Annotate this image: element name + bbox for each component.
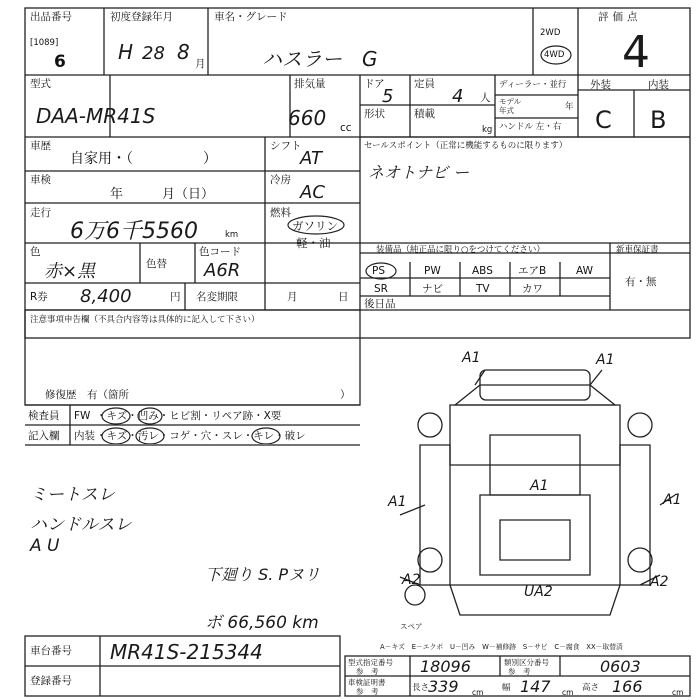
equip-ps: PS bbox=[372, 265, 385, 277]
inspector-fw-items: ・キズ・凹み・ヒビ割・リペア跡・X要 bbox=[96, 410, 282, 422]
load-unit: kg bbox=[482, 125, 493, 135]
usage-label: 車歴 bbox=[30, 140, 51, 152]
drive-4wd-circle bbox=[540, 44, 573, 66]
inspector-circles bbox=[100, 406, 340, 444]
damage-mark-1: A1 bbox=[462, 350, 481, 366]
equip-aw: AW bbox=[576, 265, 593, 277]
displacement-value: 660 bbox=[288, 106, 327, 130]
rear-seat-label: 後日品 bbox=[364, 298, 396, 310]
equip-tv: TV bbox=[476, 283, 490, 295]
class-value: 0603 bbox=[600, 657, 641, 676]
sales-point-value: ネオトナビ ー bbox=[368, 163, 470, 182]
damage-mark-4: A1 bbox=[388, 494, 407, 510]
capacity-value: 4 bbox=[452, 86, 464, 107]
class-label: 類別区分番号 bbox=[504, 658, 549, 667]
inspector-interior-label: 内装 bbox=[74, 430, 95, 442]
lot-id: [1089] bbox=[30, 38, 59, 48]
title-deadline-month: 月 bbox=[287, 291, 298, 303]
title-deadline-label: 名変期限 bbox=[196, 291, 238, 303]
length-value: 339 bbox=[428, 677, 459, 696]
equip-navi: ナビ bbox=[422, 283, 443, 295]
model-label: 型式 bbox=[30, 78, 51, 90]
reg-number-label: 登録番号 bbox=[30, 675, 72, 687]
width-unit: cm bbox=[562, 688, 574, 697]
type-designation-sub: 参 考 bbox=[356, 667, 379, 676]
equip-pw: PW bbox=[424, 265, 441, 277]
interior-label: 内装 bbox=[648, 79, 669, 91]
lot-label: 出品番号 bbox=[30, 11, 72, 23]
warranty-value: 有・無 bbox=[625, 276, 657, 288]
fuel-diesel: 軽・油 bbox=[296, 236, 331, 250]
exterior-value: C bbox=[595, 106, 612, 134]
sales-point-label: セールスポイント（正常に機能するものに限ります） bbox=[364, 141, 568, 151]
class-sub: 参 考 bbox=[508, 667, 531, 676]
dealer-label: ディーラー・並行 bbox=[499, 80, 567, 90]
equip-ps-circle bbox=[364, 261, 398, 281]
recycle-label: R券 bbox=[30, 291, 48, 303]
color-code-label: 色コード bbox=[199, 246, 241, 258]
equipment-title: 装備品（純正品に限り○をつけてください） bbox=[376, 245, 545, 255]
color-label: 色 bbox=[30, 246, 41, 258]
width-label: 幅 bbox=[502, 683, 511, 693]
spare-label: スペア bbox=[400, 622, 423, 631]
inspection-value: 年 月（日） bbox=[110, 187, 215, 202]
warranty-label: 新車保証書 bbox=[616, 245, 659, 255]
handwritten-note-3: A U bbox=[30, 536, 60, 556]
damage-mark-3: A1 bbox=[530, 478, 549, 494]
damage-mark-5: A1 bbox=[663, 492, 682, 508]
shift-label: シフト bbox=[270, 140, 302, 152]
handwritten-note-1: ミートスレ bbox=[30, 485, 115, 505]
handwritten-note-4: 下廻り S. Pヌリ bbox=[205, 565, 321, 584]
fuel-gasoline-circle bbox=[286, 214, 346, 236]
chassis-value: MR41S-215344 bbox=[110, 640, 263, 664]
model-year-unit: 年 bbox=[565, 102, 574, 112]
capacity-label: 定員 bbox=[414, 78, 435, 90]
repair-history-label: 修復歴 有（箇所 bbox=[45, 389, 129, 401]
title-deadline-day: 日 bbox=[338, 291, 349, 303]
reg-date-year: 28 bbox=[142, 43, 165, 64]
exterior-label: 外装 bbox=[590, 79, 611, 91]
model-year-label-2: 年式 bbox=[499, 106, 514, 115]
height-unit: cm bbox=[672, 688, 684, 697]
handle-label: ハンドル 左・右 bbox=[499, 122, 562, 132]
equip-sr: SR bbox=[374, 283, 388, 295]
type-designation-value: 18096 bbox=[420, 657, 471, 676]
length-label: 長さ bbox=[412, 683, 430, 693]
height-label: 高さ bbox=[582, 683, 600, 693]
repair-history-close: ） bbox=[340, 389, 351, 401]
score-value: 4 bbox=[622, 27, 650, 78]
cert-label: 車検証明書 bbox=[348, 678, 386, 687]
inspector-label-2: 記入欄 bbox=[28, 430, 60, 442]
reg-date-month-unit: 月 bbox=[195, 58, 206, 70]
shape-label: 形状 bbox=[364, 108, 385, 120]
equip-leather: カワ bbox=[522, 283, 543, 295]
mileage-unit: km bbox=[225, 230, 239, 240]
cert-sub: 参 考 bbox=[356, 687, 379, 696]
shift-value: AT bbox=[300, 148, 322, 169]
chassis-label: 車台番号 bbox=[30, 645, 72, 657]
drive-2wd: 2WD bbox=[540, 28, 561, 38]
width-value: 147 bbox=[520, 677, 551, 696]
height-value: 166 bbox=[612, 677, 643, 696]
damage-mark-6: A2 bbox=[402, 572, 421, 588]
interior-value: B bbox=[650, 106, 667, 134]
equip-airbag: エアB bbox=[518, 265, 547, 277]
displacement-label: 排気量 bbox=[294, 78, 326, 90]
mileage-label: 走行 bbox=[30, 207, 51, 219]
damage-legend: A－キズ E－エクボ U－凹み W－補修跡 S－サビ C－腐食 XX－取替済 bbox=[380, 643, 623, 651]
displacement-unit: cc bbox=[340, 122, 352, 134]
model-year-label-1: モデル bbox=[499, 97, 522, 106]
handwritten-note-2: ハンドルスレ bbox=[30, 515, 132, 535]
damage-mark-2: A1 bbox=[596, 352, 615, 368]
recycle-unit: 円 bbox=[170, 291, 181, 303]
color-value: 赤×黒 bbox=[44, 261, 96, 282]
load-label: 積載 bbox=[414, 108, 435, 120]
doors-label: ドア bbox=[364, 78, 385, 90]
name-value: ハスラー G bbox=[262, 47, 378, 71]
recycle-value: 8,400 bbox=[80, 286, 132, 307]
fuel-gasoline: ガソリン bbox=[292, 219, 338, 233]
ac-value: AC bbox=[300, 182, 325, 203]
color-code-value: A6R bbox=[204, 260, 241, 281]
drive-4wd: 4WD bbox=[544, 50, 565, 60]
reg-date-month: 8 bbox=[177, 40, 190, 64]
doors-value: 5 bbox=[382, 86, 394, 107]
name-label: 車名・グレード bbox=[214, 11, 288, 23]
color-change-label: 色替 bbox=[146, 258, 167, 270]
handwritten-note-5: ボ 66,560 km bbox=[205, 613, 319, 633]
inspector-interior-items: ・キズ・汚レ・コゲ・穴・スレ・キレ・破レ bbox=[96, 430, 306, 442]
reg-date-label: 初度登録年月 bbox=[110, 11, 173, 23]
inspector-label-1: 検査員 bbox=[28, 410, 60, 422]
fuel-label: 燃料 bbox=[270, 207, 291, 219]
model-value: DAA-MR41S bbox=[36, 104, 156, 128]
capacity-unit: 人 bbox=[480, 92, 491, 104]
equip-abs: ABS bbox=[472, 265, 493, 277]
reg-date-era: H bbox=[118, 40, 134, 64]
usage-value: 自家用・（ ） bbox=[70, 151, 217, 167]
inspection-label: 車検 bbox=[30, 174, 51, 186]
damage-mark-7: UA2 bbox=[524, 584, 553, 600]
lot-number: 6 bbox=[54, 52, 66, 72]
inspector-fw-label: FW bbox=[74, 410, 91, 422]
mileage-value: 6万6千5560 bbox=[70, 219, 198, 244]
length-unit: cm bbox=[472, 688, 484, 697]
score-label: 評価点 bbox=[598, 11, 642, 23]
damage-mark-8: A2 bbox=[650, 574, 669, 590]
notes-label: 注意事項申告欄（不具合内容等は具体的に記入して下さい） bbox=[30, 315, 260, 325]
ac-label: 冷房 bbox=[270, 174, 291, 186]
type-designation-label: 型式指定番号 bbox=[348, 658, 393, 667]
